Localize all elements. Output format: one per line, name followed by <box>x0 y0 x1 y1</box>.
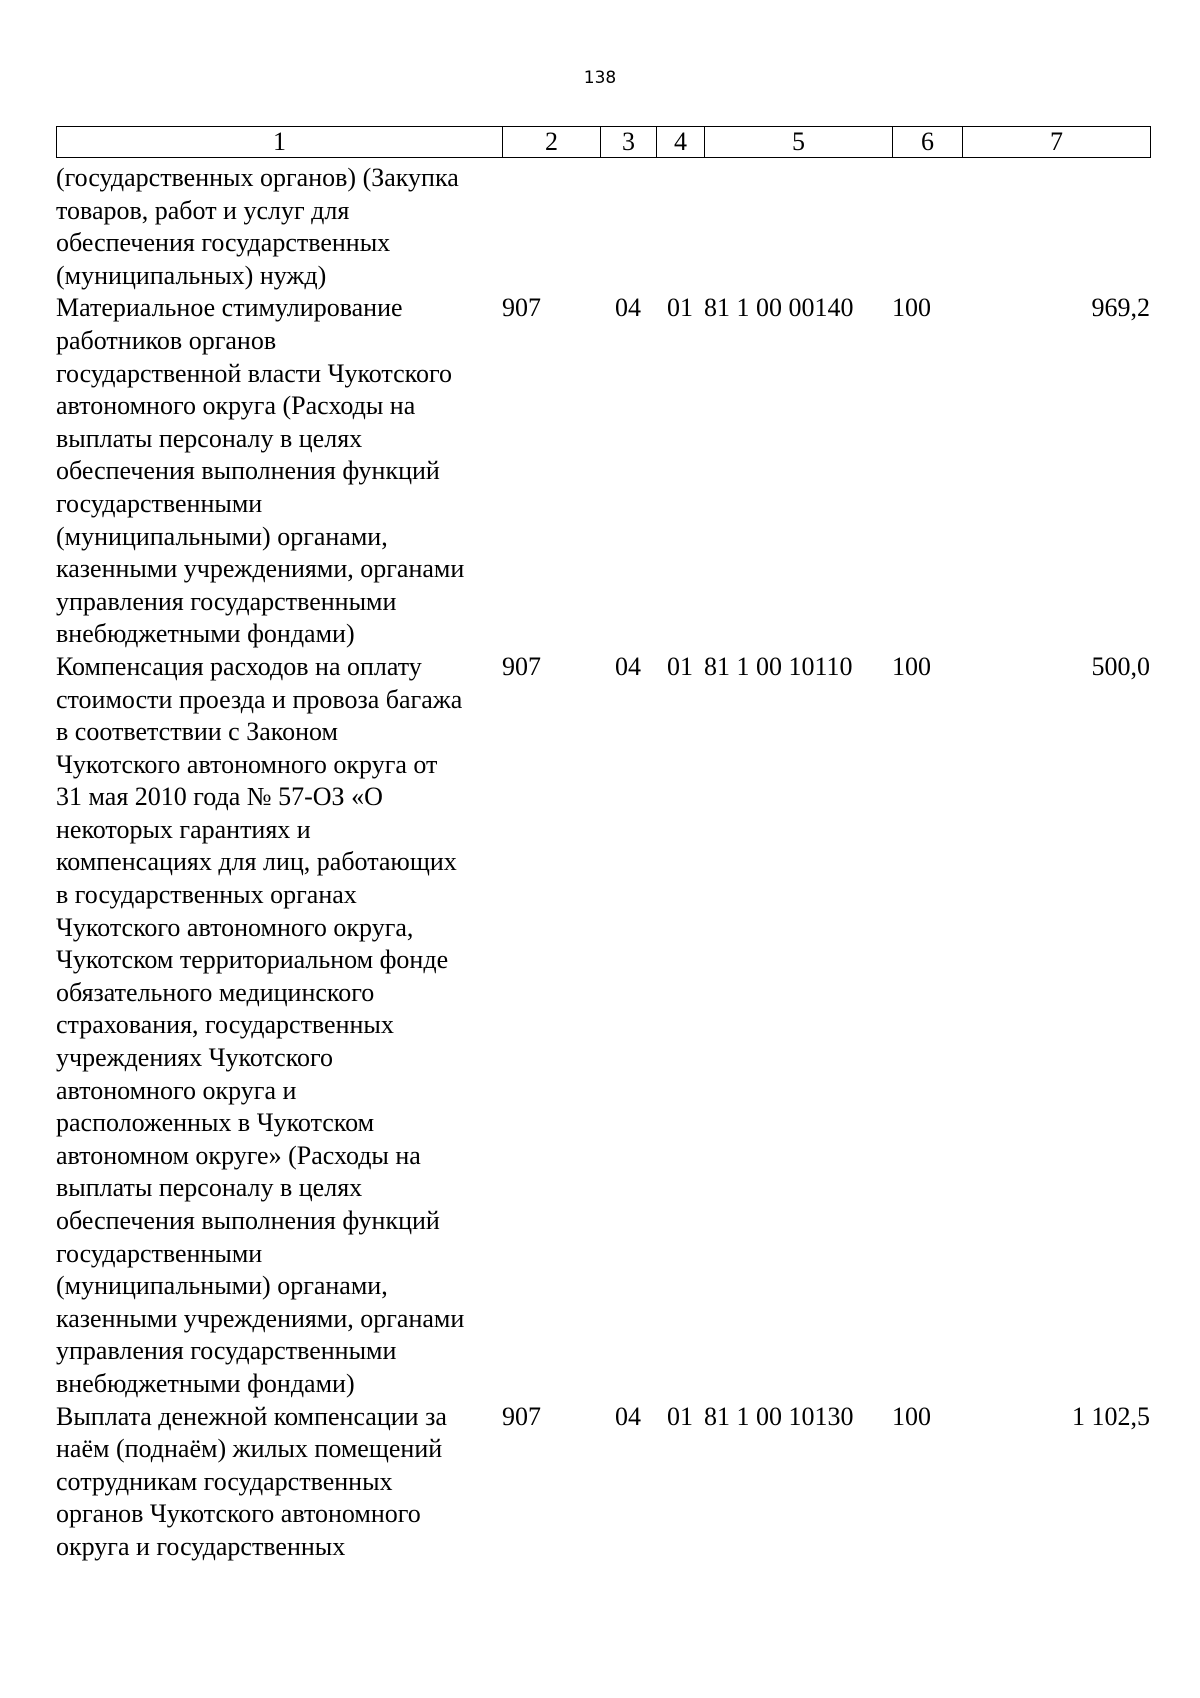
header-col-6: 6 <box>893 127 963 158</box>
table-header <box>56 126 1151 158</box>
table-row <box>56 292 1150 651</box>
row-code-2 <box>502 162 600 292</box>
row-code-5: 81 1 00 10130 <box>704 1401 854 1431</box>
header-col-3: 3 <box>601 127 657 158</box>
header-col-4: 4 <box>657 127 705 158</box>
header-col-1: 1 <box>57 127 503 158</box>
row-code-4: 01 <box>667 293 693 323</box>
row-amount: 969,2 <box>1091 293 1150 323</box>
row-description: Материальное стимулирование работников органов государственной власти Чукотского автономного округа (Расходы на выплаты персоналу в целях обеспечения выполнения функций государственными (муниципальными) органами, казенными учреждениями, органами управления государственными внебюджетными фондами) <box>56 293 465 649</box>
budget-table <box>56 162 1150 1564</box>
row-code-5: 81 1 00 10110 <box>704 651 853 681</box>
row-code-6: 100 <box>892 651 931 681</box>
row-code-6 <box>892 162 962 292</box>
row-amount <box>962 162 1150 292</box>
row-code-3 <box>600 162 656 292</box>
row-code-3: 04 <box>615 1401 641 1431</box>
row-code-2: 907 <box>502 651 541 681</box>
row-code-5 <box>704 162 892 292</box>
row-description: (государственных органов) (Закупка товаров, работ и услуг для обеспечения государственных (муниципальных) нужд) <box>56 163 459 290</box>
row-code-2: 907 <box>502 1401 541 1431</box>
row-code-5: 81 1 00 00140 <box>704 293 854 323</box>
row-code-3: 04 <box>615 293 641 323</box>
row-description: Компенсация расходов на оплату стоимости проезда и провоза багажа в соответствии с Законом Чукотского автономного округа от 31 мая 2010 года № 57-ОЗ «О некоторых гарантиях и компенсациях для лиц, работающих в государственных органах Чукотского автономного округа, Чукотском территориальном фонде обязательного медицинского страхования, государственных учреждениях Чукотского автономного округа и расположенных в Чукотском автономном округе» (Расходы на выплаты персоналу в целях обеспечения выполнения функций государственными (муниципальными) органами, казенными учреждениями, органами управления государственными внебюджетными фондами) <box>56 651 465 1398</box>
header-col-7: 7 <box>963 127 1151 158</box>
row-code-3: 04 <box>615 651 641 681</box>
row-code-4: 01 <box>667 651 693 681</box>
table-row <box>56 162 1150 292</box>
header-col-5: 5 <box>705 127 893 158</box>
header-col-2: 2 <box>503 127 601 158</box>
table-row <box>56 1401 1150 1564</box>
page-number: 138 <box>583 68 617 88</box>
row-code-6: 100 <box>892 1401 931 1431</box>
row-amount: 1 102,5 <box>1072 1401 1150 1431</box>
row-code-6: 100 <box>892 293 931 323</box>
row-amount: 500,0 <box>1091 651 1150 681</box>
row-code-4 <box>656 162 704 292</box>
table-row <box>56 651 1150 1401</box>
row-code-4: 01 <box>667 1401 693 1431</box>
row-code-2: 907 <box>502 293 541 323</box>
row-description: Выплата денежной компенсации за наём (поднаём) жилых помещений сотрудникам государственных органов Чукотского автономного округа и государственных <box>56 1401 447 1561</box>
